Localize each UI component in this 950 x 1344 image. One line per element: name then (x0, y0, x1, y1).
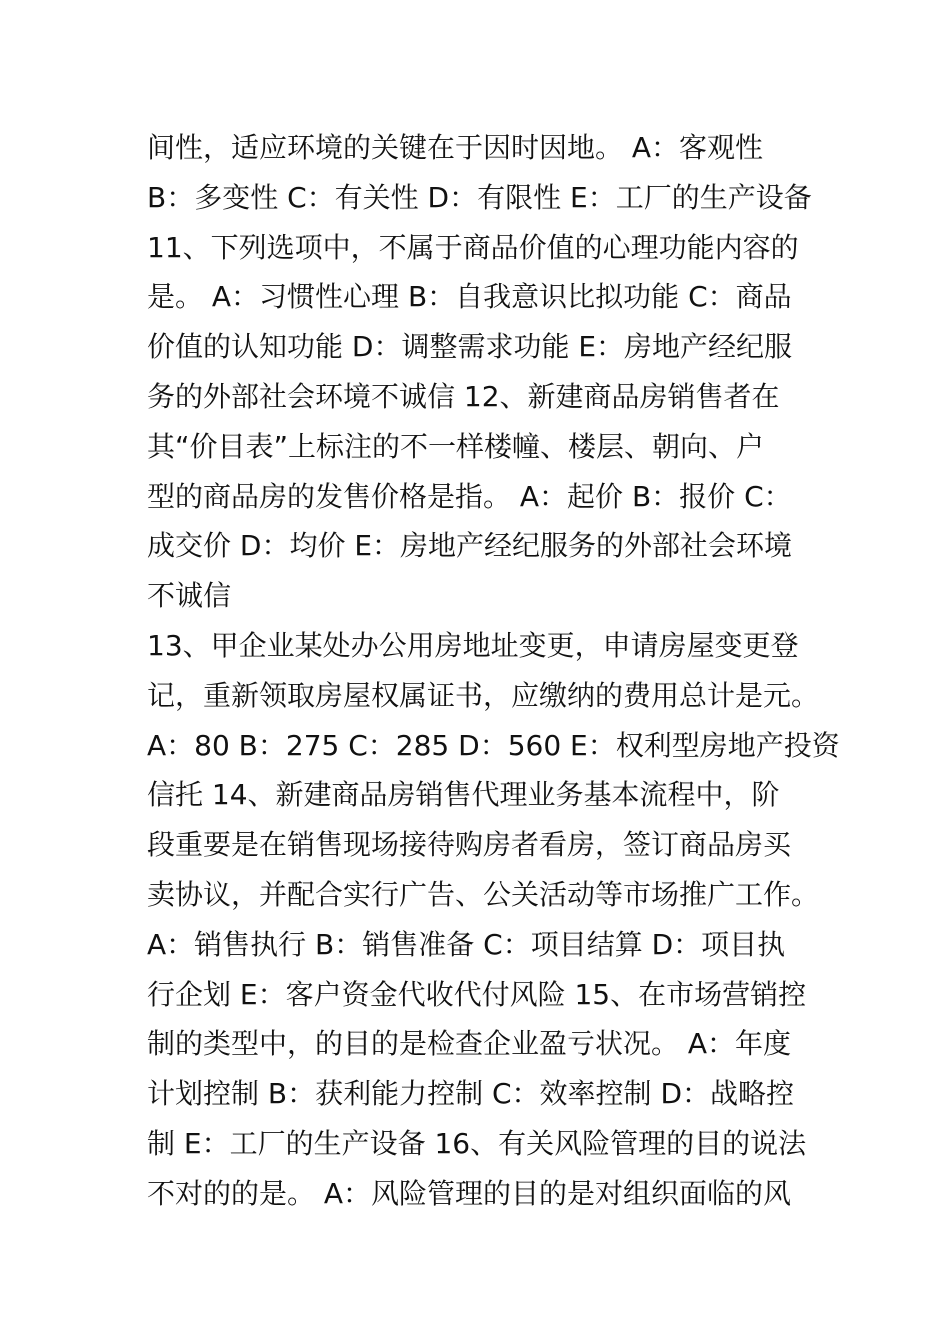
text-line: 计划控制 B：获利能力控制 C：效率控制 D：战略控 (147, 1077, 795, 1111)
text-line: 型的商品房的发售价格是指。 A：起价 B：报价 C： (147, 479, 792, 513)
text-line: 制的类型中，的目的是检查企业盈亏状况。 A：年度 (147, 1027, 792, 1061)
text-line: 间性，适应环境的关键在于因时因地。 A：客观性 (147, 131, 764, 164)
text-line: A：80 B：275 C：285 D：560 E：权利型房地产投资 (147, 728, 840, 762)
text-line: 11、下列选项中，不属于商品价值的心理功能内容的 (147, 230, 799, 264)
text-line: 是。 A：习惯性心理 B：自我意识比拟功能 C：商品 (147, 280, 792, 314)
text-line: 不对的的是。 A：风险管理的目的是对组织面临的风 (147, 1176, 792, 1210)
text-line: B：多变性 C：有关性 D：有限性 E：工厂的生产设备 (147, 180, 812, 214)
text-line: 价值的认知功能 D：调整需求功能 E：房地产经纪服 (147, 330, 793, 364)
text-line: A：销售执行 B：销售准备 C：项目结算 D：项目执 (147, 927, 786, 961)
text-line: 记，重新领取房屋权属证书，应缴纳的费用总计是元。 (147, 678, 820, 712)
text-line: 务的外部社会环境不诚信 12、新建商品房销售者在 (147, 379, 780, 413)
body-text (147, 123, 840, 1219)
text-line: 不诚信 (147, 579, 232, 613)
text-line: 信托 14、新建商品房销售代理业务基本流程中，阶 (147, 778, 780, 812)
text-line: 13、甲企业某处办公用房地址变更，申请房屋变更登 (147, 628, 799, 662)
text-line: 制 E：工厂的生产设备 16、有关风险管理的目的说法 (147, 1126, 807, 1160)
text-line: 段重要是在销售现场接待购房者看房，签订商品房买 (147, 828, 792, 862)
text-line: 其“价目表”上标注的不一样楼幢、楼层、朝向、户 (147, 429, 765, 463)
text-line: 卖协议，并配合实行广告、公关活动等市场推广工作。 (147, 877, 820, 911)
text-line: 成交价 D：均价 E：房地产经纪服务的外部社会环境 (147, 529, 793, 563)
text-line: 行企划 E：客户资金代收代付风险 15、在市场营销控 (147, 977, 807, 1011)
